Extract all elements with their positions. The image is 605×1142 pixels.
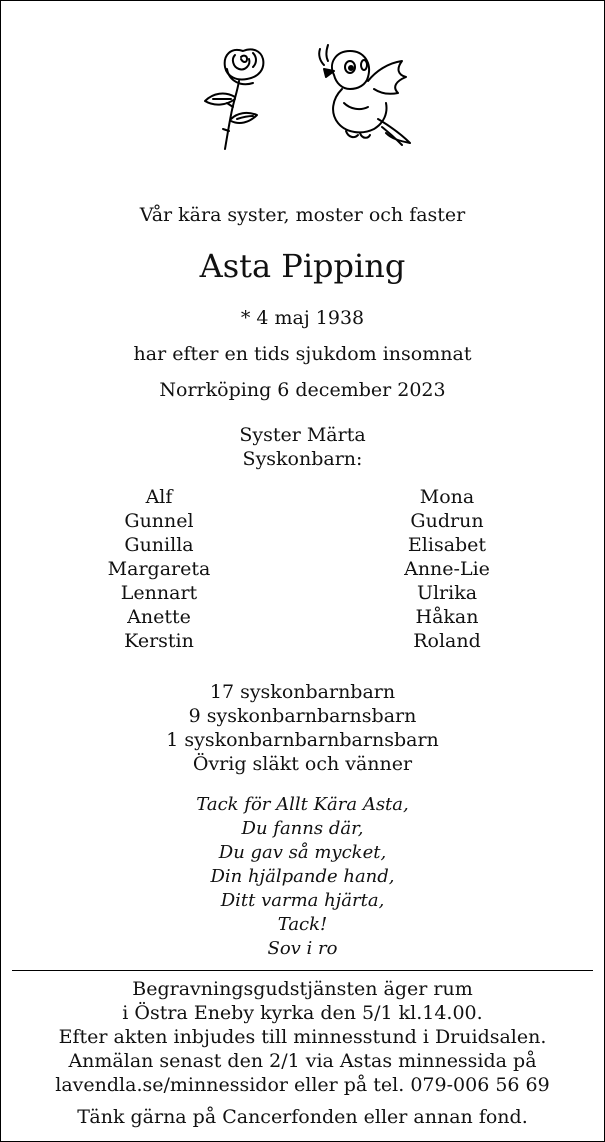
list-item: Margareta <box>107 558 211 580</box>
bird-icon <box>306 41 416 146</box>
birth-date: * 4 maj 1938 <box>240 307 365 329</box>
poem-line: Ditt varma hjärta, <box>220 890 385 911</box>
family-line: 1 syskonbarnbarnbarnsbarn <box>166 729 439 751</box>
poem-line: Sov i ro <box>267 938 338 959</box>
poem-line: Tack för Allt Kära Asta, <box>196 794 409 815</box>
list-item: Mona <box>419 486 475 508</box>
header-illustrations <box>1 41 604 151</box>
funeral-line: lavendla.se/minnessidor eller på tel. 079-006 56 69 <box>55 1074 550 1096</box>
funeral-info <box>1 977 604 1097</box>
relation-heading: Syskonbarn: <box>242 448 363 470</box>
intro-line: Vår kära syster, moster och faster <box>139 204 466 226</box>
names-right-column <box>367 485 527 653</box>
fund-note: Tänk gärna på Cancerfonden eller annan fond. <box>77 1106 528 1128</box>
list-item: Kerstin <box>124 630 194 652</box>
poem-line: Din hjälpande hand, <box>210 866 395 887</box>
rose-icon <box>191 41 286 153</box>
list-item: Elisabet <box>407 534 487 556</box>
list-item: Gudrun <box>410 510 484 532</box>
place-date: Norrköping 6 december 2023 <box>159 379 446 401</box>
list-item: Gunnel <box>124 510 194 532</box>
poem-line: Tack! <box>277 914 328 935</box>
deceased-name: Asta Pipping <box>199 247 406 285</box>
list-item: Gunilla <box>124 534 194 556</box>
relation-sister: Syster Märta <box>239 424 366 446</box>
funeral-line: Begravningsgudstjänsten äger rum <box>132 978 473 1000</box>
list-item: Ulrika <box>416 582 478 604</box>
poem-line: Du gav så mycket, <box>218 842 387 863</box>
poem-line: Du fanns där, <box>241 818 364 839</box>
list-item: Anette <box>127 606 191 628</box>
family-line: Övrig släkt och vänner <box>192 753 413 775</box>
names-left-column <box>79 485 239 653</box>
funeral-line: Efter akten inbjudes till minnesstund i Druidsalen. <box>58 1026 547 1048</box>
passing-line: har efter en tids sjukdom insomnat <box>133 343 472 365</box>
list-item: Roland <box>413 630 481 652</box>
funeral-line: Anmälan senast den 2/1 via Astas minnessida på <box>68 1050 537 1072</box>
divider <box>12 970 593 971</box>
family-line: 9 syskonbarnbarnsbarn <box>188 705 417 727</box>
family-line: 17 syskonbarnbarn <box>209 681 396 703</box>
list-item: Alf <box>145 486 173 508</box>
list-item: Håkan <box>415 606 479 628</box>
memorial-poem <box>1 793 604 961</box>
extended-family <box>1 680 604 776</box>
funeral-line: i Östra Eneby kyrka den 5/1 kl.14.00. <box>122 1002 483 1024</box>
list-item: Lennart <box>120 582 198 604</box>
list-item: Anne-Lie <box>404 558 490 580</box>
